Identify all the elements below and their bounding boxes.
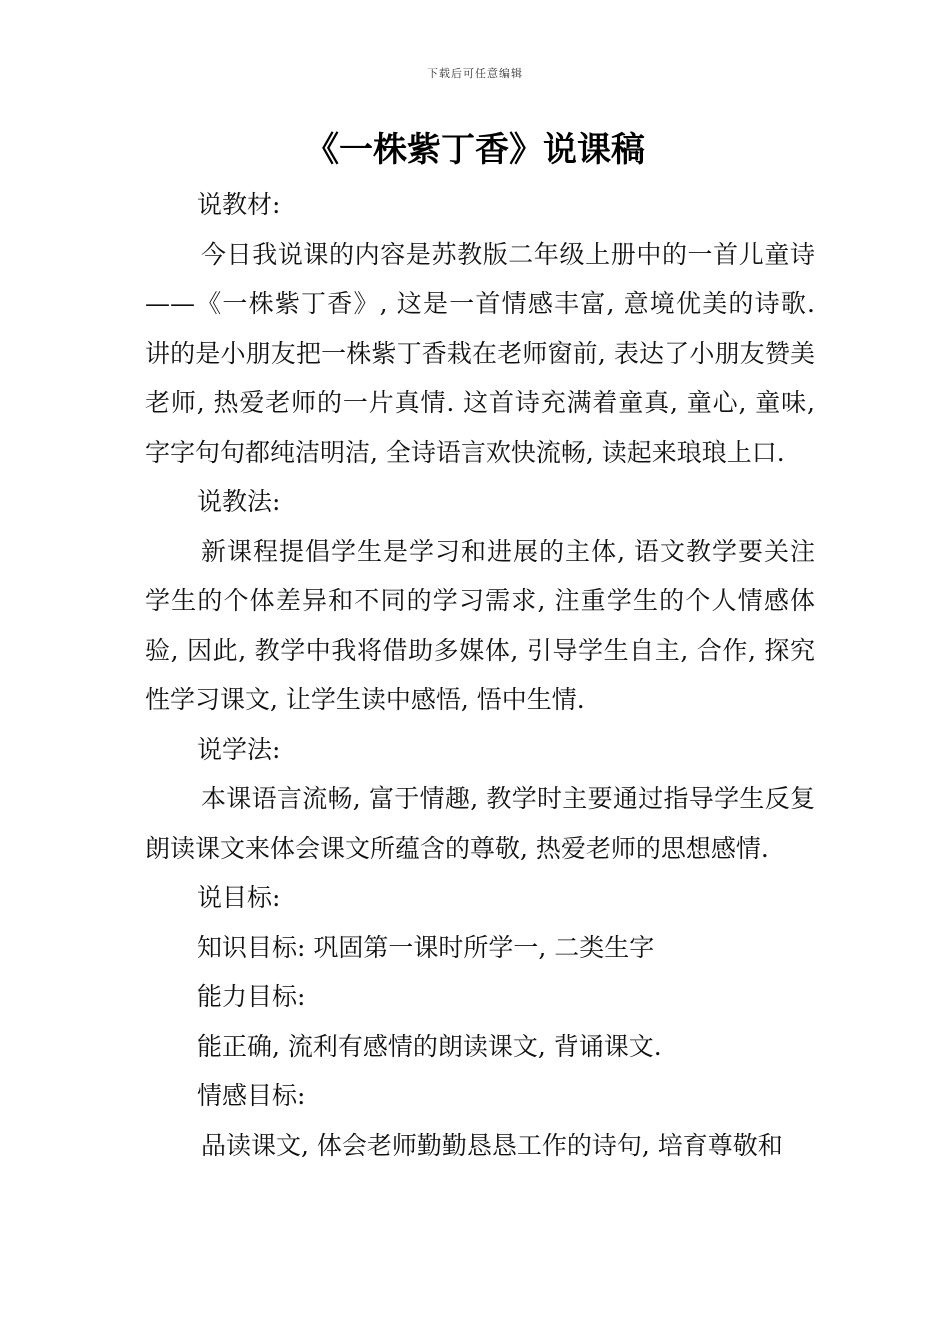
paragraph-learning-method: 本课语言流畅, 富于情趣, 教学时主要通过指导学生反复朗读课文来体会课文所蕴含的尊敬, 热爱老师的思想感情. [145,784,815,863]
section-label-objectives: 说目标: [197,883,281,912]
emotion-goal-text: 品读课文, 体会老师勤勤恳恳工作的诗句, 培育尊敬和 [201,1130,783,1160]
header-note: 下载后可任意编辑 [427,67,523,80]
section-label-teaching-method: 说教法: [197,487,281,516]
section-label-teaching-material: 说教材: [197,190,281,219]
emotion-goal-label: 情感目标: [197,1081,306,1110]
ability-goal-text: 能正确, 流利有感情的朗读课文, 背诵课文. [197,1031,662,1061]
section-label-learning-method: 说学法: [197,734,281,764]
document-body [145,180,815,1170]
knowledge-goal: 知识目标: 巩固第一课时所学一, 二类生字 [197,932,655,962]
paragraph-teaching-material: 今日我说课的内容是苏教版二年级上册中的一首儿童诗——《一株紫丁香》, 这是一首情感丰富, 意境优美的诗歌. 讲的是小朋友把一株紫丁香栽在老师窗前, 表达了小朋友赞美老师, 热爱老师的一片真情. 这首诗充满着童真, 童心, 童味, 字字句句都纯洁明洁, 全诗语言欢快流畅, 读起来琅琅上口. [145,239,815,467]
document-title: 《一株紫丁香》说课稿 [305,130,645,170]
paragraph-teaching-method: 新课程提倡学生是学习和进展的主体, 语文教学要关注学生的个体差异和不同的学习需求, 注重学生的个人情感体验, 因此, 教学中我将借助多媒体, 引导学生自主, 合作, 探究性学习课文, 让学生读中感悟, 悟中生情. [145,536,815,714]
ability-goal-label: 能力目标: [197,982,306,1011]
